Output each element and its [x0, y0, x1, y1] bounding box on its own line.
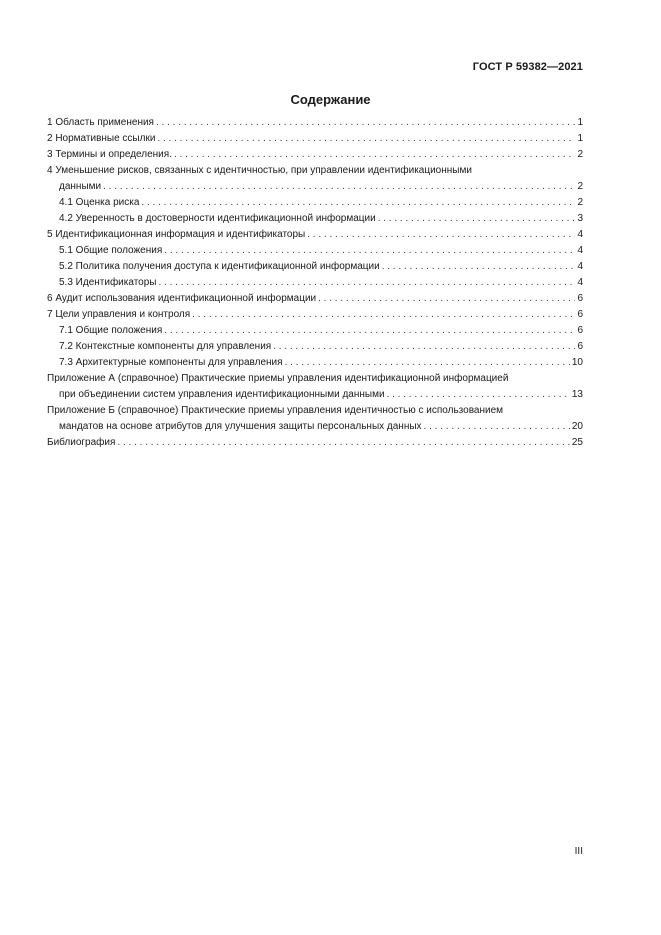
toc-entry-title: 5.2 Политика получения доступа к идентификационной информации [59, 261, 380, 272]
toc-dot-leader [174, 147, 575, 163]
toc-dot-leader [382, 259, 576, 275]
toc-entry[interactable] [47, 291, 583, 307]
toc-entry-title: 6 Аудит использования идентификационной информации [47, 293, 317, 304]
toc-entry-title: 7 Цели управления и контроля [47, 309, 191, 320]
toc-dot-leader [156, 115, 575, 131]
toc-entry[interactable] [47, 227, 583, 243]
toc-entry-page: 13 [571, 389, 583, 400]
toc-entry[interactable] [47, 131, 583, 147]
toc-entry[interactable] [47, 211, 583, 227]
toc-entry[interactable] [47, 243, 583, 259]
toc-entry[interactable] [47, 403, 583, 419]
toc-entry-page: 2 [577, 181, 583, 192]
toc-entry[interactable] [47, 435, 583, 451]
toc-entry-title: мандатов на основе атрибутов для улучшения защиты персональных данных [59, 421, 422, 432]
table-of-contents [47, 115, 583, 451]
toc-entry[interactable] [47, 179, 583, 195]
toc-entry-page: 25 [571, 437, 583, 448]
toc-entry-page: 20 [571, 421, 583, 432]
toc-dot-leader [157, 131, 575, 147]
toc-entry-title: 5 Идентификационная информация и идентификаторы [47, 229, 306, 240]
toc-entry-title: 5.1 Общие положения [59, 245, 163, 256]
toc-entry-title: 4 Уменьшение рисков, связанных с идентичностью, при управлении идентификационными [47, 165, 472, 176]
toc-entry-title: 4.2 Уверенность в достоверности идентификационной информации [59, 213, 376, 224]
toc-entry-page: 1 [577, 117, 583, 128]
page-number: III [574, 846, 583, 857]
toc-entry-page: 3 [577, 213, 583, 224]
toc-entry-title: 3 Термины и определения. [47, 149, 172, 160]
toc-entry[interactable] [47, 195, 583, 211]
toc-entry[interactable] [47, 355, 583, 371]
toc-entry-page: 4 [577, 261, 583, 272]
toc-entry-page: 6 [577, 309, 583, 320]
toc-title: Содержание [290, 92, 371, 107]
toc-entry-page: 1 [577, 133, 583, 144]
toc-entry-title: 7.1 Общие положения [59, 325, 163, 336]
toc-entry-page: 2 [577, 197, 583, 208]
toc-dot-leader [164, 323, 575, 339]
toc-entry[interactable] [47, 163, 583, 179]
toc-dot-leader [158, 275, 575, 291]
toc-entry-title: Приложение А (справочное) Практические приемы управления идентификационной информацией [47, 373, 509, 384]
toc-dot-leader [285, 355, 570, 371]
toc-entry[interactable] [47, 339, 583, 355]
toc-entry-title: Приложение Б (справочное) Практические приемы управления идентичностью с использованием [47, 405, 504, 416]
toc-entry-title: 5.3 Идентификаторы [59, 277, 157, 288]
toc-entry-page: 6 [577, 293, 583, 304]
toc-entry-page: 2 [577, 149, 583, 160]
toc-entry-page: 4 [577, 277, 583, 288]
toc-dot-leader [192, 307, 575, 323]
toc-entry-title: 7.3 Архитектурные компоненты для управления [59, 357, 283, 368]
toc-entry[interactable] [47, 307, 583, 323]
toc-dot-leader [387, 387, 570, 403]
toc-entry[interactable] [47, 371, 583, 387]
toc-entry-title: при объединении систем управления идентификационными данными [59, 389, 385, 400]
toc-entry-page: 6 [577, 341, 583, 352]
toc-entry[interactable] [47, 275, 583, 291]
toc-entry-page: 10 [571, 357, 583, 368]
toc-entry-title: 2 Нормативные ссылки [47, 133, 156, 144]
toc-dot-leader [424, 419, 570, 435]
toc-entry-title: 4.1 Оценка риска [59, 197, 140, 208]
toc-entry-page: 4 [577, 245, 583, 256]
toc-dot-leader [164, 243, 575, 259]
toc-entry[interactable] [47, 115, 583, 131]
toc-entry[interactable] [47, 259, 583, 275]
toc-dot-leader [117, 435, 569, 451]
toc-entry-title: данными [59, 181, 102, 192]
toc-entry[interactable] [47, 147, 583, 163]
toc-dot-leader [103, 179, 575, 195]
toc-entry[interactable] [47, 387, 583, 403]
toc-dot-leader [273, 339, 575, 355]
toc-entry[interactable] [47, 323, 583, 339]
toc-entry-page: 6 [577, 325, 583, 336]
toc-dot-leader [307, 227, 575, 243]
standard-code: ГОСТ Р 59382—2021 [472, 61, 583, 73]
toc-entry-title: Библиография [47, 437, 116, 448]
toc-entry-title: 1 Область применения [47, 117, 154, 128]
toc-dot-leader [318, 291, 575, 307]
toc-dot-leader [378, 211, 576, 227]
toc-entry[interactable] [47, 419, 583, 435]
toc-entry-page: 4 [577, 229, 583, 240]
toc-dot-leader [141, 195, 575, 211]
toc-entry-title: 7.2 Контекстные компоненты для управления [59, 341, 272, 352]
